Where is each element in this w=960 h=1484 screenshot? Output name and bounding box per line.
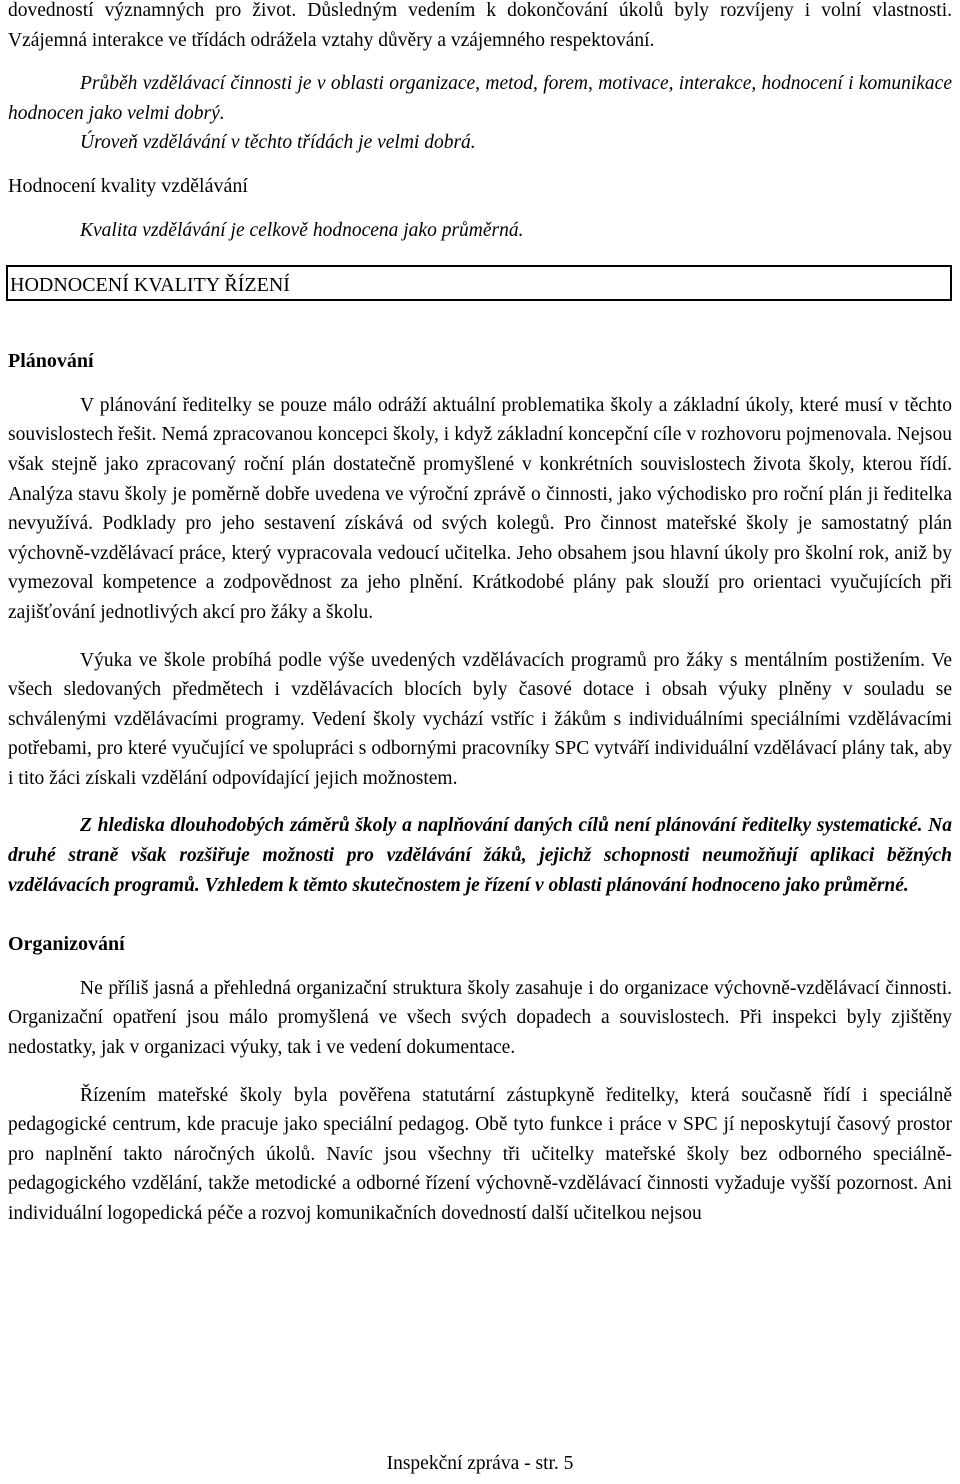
- organizing-paragraph-2: Řízením mateřské školy byla pověřena statutární zástupkyně ředitelky, která současně řídí i speciálně pedagogické centrum, kde pracuje jako speciální pedagog. Obě tyto funkce i práce v SPC jí neposkytují časový prostor pro naplnění takto náročných úkolů. Navíc jsou všechny tři učitelky mateřské školy bez odborného speciálně-pedagogického vzdělání, takže metodické a odborné řízení výchovně-vzdělávací činnosti vyžaduje vyšší pozornost. Ani individuální logopedická péče a rozvoj komunikačních dovedností další učitelkou nejsou: [8, 1084, 952, 1224]
- paragraph-education-level: Úroveň vzdělávání v těchto třídách je velmi dobrá.: [80, 132, 476, 154]
- management-section-title: HODNOCENÍ KVALITY ŘÍZENÍ: [6, 265, 952, 301]
- planning-paragraph-2: Výuka ve škole probíhá podle výše uvedených vzdělávacích programů pro žáky s mentálním postižením. Ve všech sledovaných předmětech i vzdělávacích blocích byly časové dotace i obsah výuky plněny v souladu se schválenými vzdělávacími programy. Vedení školy vychází vstříc i žákům s individuálními speciálními vzdělávacími potřebami, pro které vyučující ve spolupráci s odbornými pracovníky SPC vytváří individuální vzdělávací plány tak, aby i tito žáci získali vzdělání odpovídající jejich možnostem.: [8, 649, 952, 789]
- organizing-paragraph-1: Ne příliš jasná a přehledná organizační struktura školy zasahuje i do organizace výchovně-vzdělávací činnosti. Organizační opatření jsou málo promyšlená ve všech svých dopadech a souvislostech. Při inspekci byly zjištěny nedostatky, jak v organizaci výuky, tak i ve vedení dokumentace.: [8, 977, 952, 1059]
- page-footer: Inspekční zpráva - str. 5: [386, 1453, 574, 1474]
- quality-statement: Kvalita vzdělávání je celkově hodnocena jako průměrná.: [80, 219, 524, 241]
- paragraph-children-development: dovedností významných pro život. Důsledným vedením k dokončování úkolů byly rozvíjeny i volní vlastnosti. Vzájemná interakce ve třídách odrážela vztahy důvěry a vzájemného respektování.: [8, 0, 952, 51]
- planning-conclusion: Z hlediska dlouhodobých záměrů školy a naplňování daných cílů není plánování ředitelky systematické. Na druhé straně však rozšiřuje možnosti pro vzdělávání žáků, jejichž schopnosti neumožňují aplikaci běžných vzdělávacích programů. Vzhledem k těmto skutečnostem je řízení v oblasti plánování hodnoceno jako průměrné.: [8, 815, 952, 896]
- document-page: [8, 0, 952, 1229]
- paragraph-education-course: Průběh vzdělávací činnosti je v oblasti organizace, metod, forem, motivace, interakce, hodnocení i komunikace hodnocen jako velmi dobrý.: [8, 73, 952, 124]
- planning-heading: Plánování: [8, 350, 94, 373]
- organizing-heading: Organizování: [8, 933, 125, 956]
- quality-heading: Hodnocení kvality vzdělávání: [8, 174, 248, 197]
- planning-paragraph-1: V plánování ředitelky se pouze málo odráží aktuální problematika školy a základní úkoly, které musí v těchto souvislostech řešit. Nemá zpracovanou koncepci školy, i když základní koncepční cíle v rozhovoru pojmenovala. Nejsou však stejně jako zpracovaný roční plán dostatečně promyšlené v konkrétních souvislostech života školy, kterou řídí. Analýza stavu školy je poměrně dobře uvedena ve výroční zprávě o činnosti, jako východisko pro roční plán ji ředitelka nevyužívá. Podklady pro jeho sestavení získává od svých kolegů. Pro činnost mateřské školy je samostatný plán výchovně-vzdělávací práce, který vypracovala vedoucí učitelka. Jeho obsahem jsou hlavní úkoly pro školní rok, aniž by vymezoval kompetence a zodpovědnost za jeho plnění. Krátkodobé plány pak slouží pro orientaci vyučujících při zajišťování jednotlivých akcí pro žáky a školu.: [8, 394, 952, 623]
